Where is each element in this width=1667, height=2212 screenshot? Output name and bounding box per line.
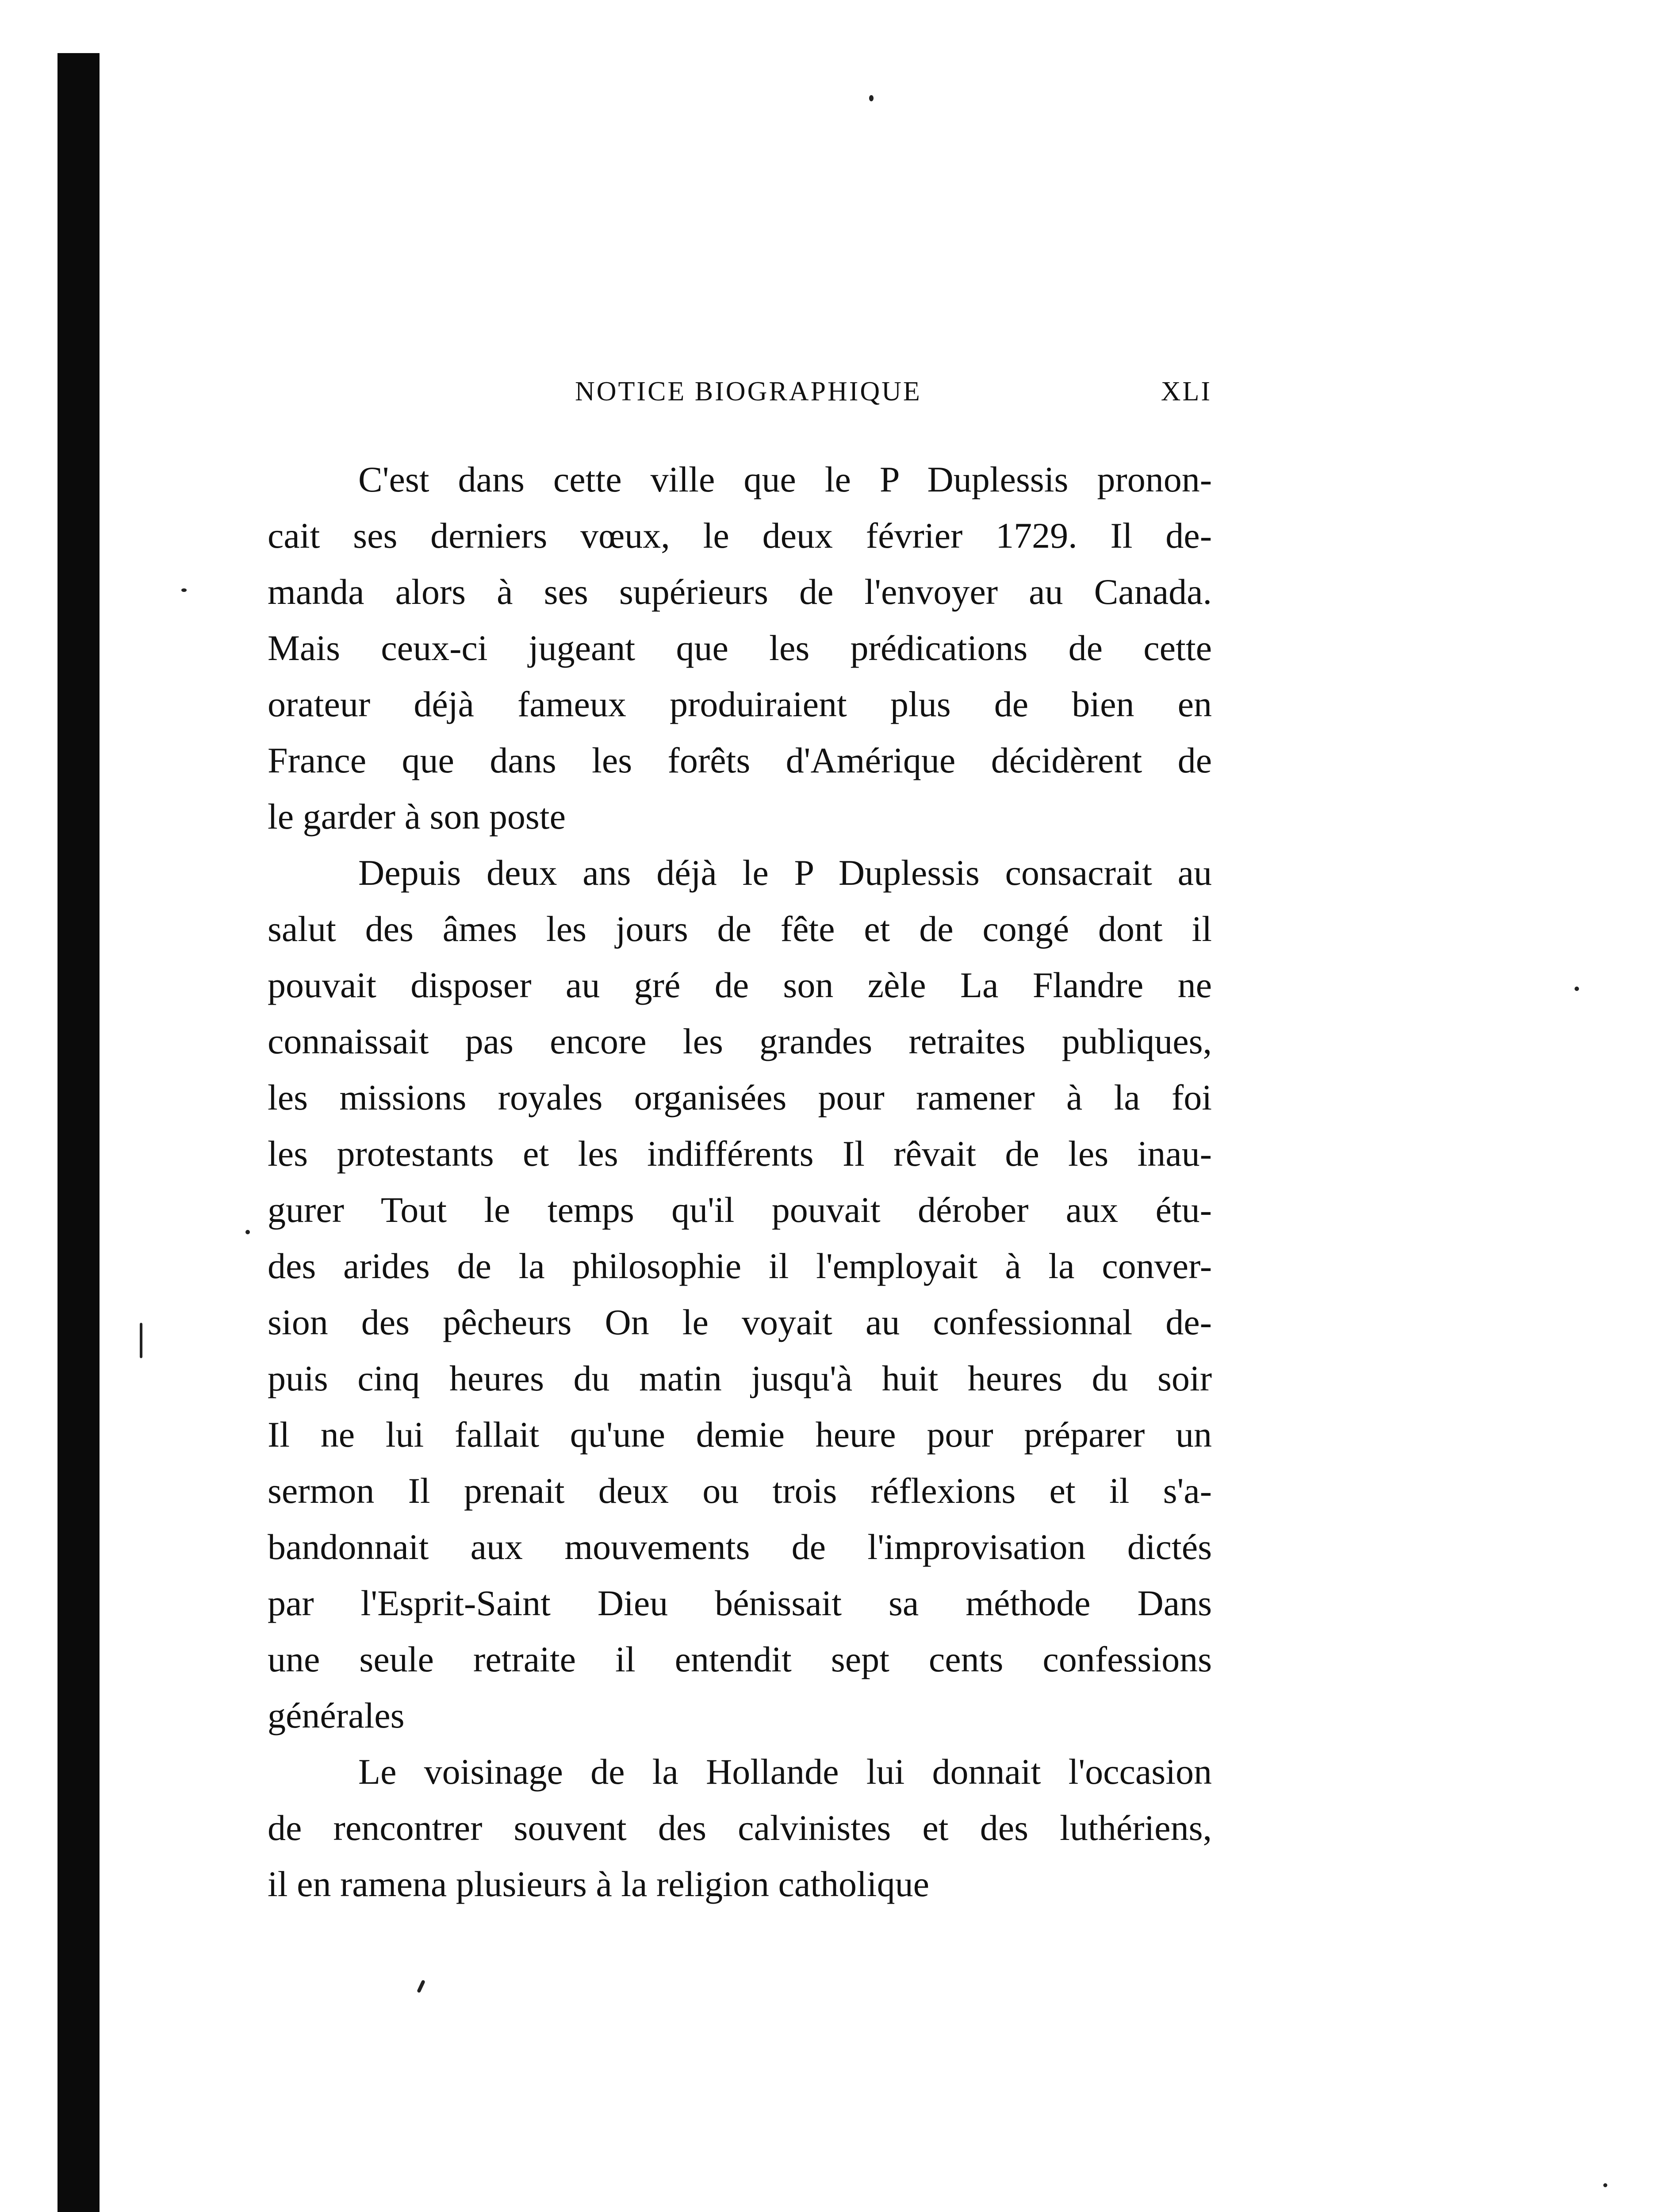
text-line: sion des pêcheurs On le voyait au confessionnal de- (268, 1302, 1212, 1342)
scan-speck (1603, 2183, 1607, 2187)
scan-speck (245, 1230, 250, 1234)
text-line: salut des âmes les jours de fête et de congé dont il (268, 909, 1212, 949)
text-line: les missions royales organisées pour ramener à la foi (268, 1077, 1212, 1118)
scan-speck (181, 588, 187, 592)
text-line: de rencontrer souvent des calvinistes et des luthériens, (268, 1808, 1212, 1848)
scanned-binding-edge (57, 53, 100, 2212)
running-head (265, 376, 1212, 416)
text-line: gurer Tout le temps qu'il pouvait dérober aux étu- (268, 1190, 1212, 1230)
text-line: Depuis deux ans déjà le P Duplessis consacrait au (358, 853, 1212, 893)
running-title: NOTICE BIOGRAPHIQUE (575, 376, 922, 407)
scan-speck (417, 1980, 425, 1993)
text-line: bandonnait aux mouvements de l'improvisation dictés (268, 1527, 1212, 1567)
text-line: générales (268, 1695, 405, 1736)
text-line: France que dans les forêts d'Amérique décidèrent de (268, 740, 1212, 780)
text-line: cait ses derniers vœux, le deux février 1729. Il de- (268, 515, 1212, 556)
scan-speck (869, 95, 874, 101)
body-text (268, 451, 1212, 1912)
text-line: puis cinq heures du matin jusqu'à huit heures du soir (268, 1358, 1212, 1398)
text-line: des arides de la philosophie il l'employait à la conver- (268, 1246, 1212, 1286)
text-line: une seule retraite il entendit sept cents confessions (268, 1639, 1212, 1679)
text-line: il en ramena plusieurs à la religion catholique (268, 1864, 929, 1904)
scan-speck (140, 1323, 142, 1358)
text-line: connaissait pas encore les grandes retraites publiques, (268, 1021, 1212, 1061)
text-line: le garder à son poste (268, 796, 566, 837)
text-line: manda alors à ses supérieurs de l'envoyer au Canada. (268, 572, 1212, 612)
text-line: Mais ceux-ci jugeant que les prédications de cette (268, 628, 1212, 668)
scan-speck (1575, 987, 1579, 991)
text-line: Le voisinage de la Hollande lui donnait l'occasion (358, 1751, 1212, 1792)
text-line: sermon Il prenait deux ou trois réflexions et il s'a- (268, 1471, 1212, 1511)
page-number: XLI (1161, 376, 1212, 407)
text-line: orateur déjà fameux produiraient plus de bien en (268, 684, 1212, 724)
text-line: les protestants et les indifférents Il rêvait de les inau- (268, 1133, 1212, 1174)
text-line: C'est dans cette ville que le P Duplessis pronon- (358, 459, 1212, 499)
text-line: pouvait disposer au gré de son zèle La Flandre ne (268, 965, 1212, 1005)
text-line: par l'Esprit-Saint Dieu bénissait sa méthode Dans (268, 1583, 1212, 1623)
text-line: Il ne lui fallait qu'une demie heure pour préparer un (268, 1414, 1212, 1455)
